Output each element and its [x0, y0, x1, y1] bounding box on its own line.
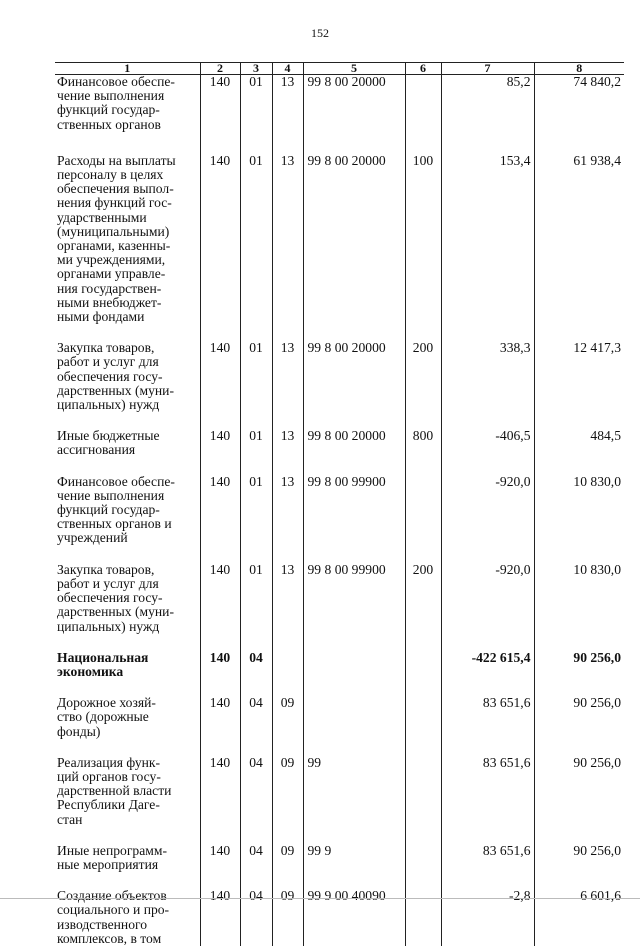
expense-type-code: [405, 696, 441, 756]
subsection-code: 09: [272, 889, 303, 946]
ministry-code: 140: [200, 475, 240, 563]
item-name: Реализация функ- ций органов госу- дарственной власти Республики Даге- стан: [55, 756, 200, 844]
subsection-code: 13: [272, 341, 303, 429]
subsection-code: 13: [272, 563, 303, 651]
amount-total: 61 938,4: [534, 154, 624, 341]
target-article-code: 99: [303, 756, 405, 844]
table-row: [55, 429, 624, 474]
table-body: [55, 75, 624, 946]
expense-type-code: [405, 75, 441, 154]
item-name: Иные непрограмм- ные мероприятия: [55, 844, 200, 889]
amount-change: -422 615,4: [441, 651, 534, 696]
item-name: Иные бюджетные ассигнования: [55, 429, 200, 474]
section-code: 04: [240, 696, 272, 756]
ministry-code: 140: [200, 844, 240, 889]
expense-type-code: [405, 844, 441, 889]
section-code: 04: [240, 651, 272, 696]
header-cell-1: 1: [55, 63, 200, 75]
expense-type-code: 200: [405, 341, 441, 429]
section-code: 01: [240, 75, 272, 154]
section-code: 01: [240, 429, 272, 474]
ministry-code: 140: [200, 341, 240, 429]
amount-change: 338,3: [441, 341, 534, 429]
header-cell-8: 8: [534, 63, 624, 75]
item-name: Закупка товаров, работ и услуг для обеспечения госу- дарственных (муни- ципальных) нужд: [55, 341, 200, 429]
budget-table: [55, 62, 624, 946]
amount-total: 484,5: [534, 429, 624, 474]
amount-total: 90 256,0: [534, 844, 624, 889]
ministry-code: 140: [200, 889, 240, 946]
amount-change: 83 651,6: [441, 756, 534, 844]
page-number: 152: [311, 26, 329, 40]
item-name: Финансовое обеспе- чение выполнения функций государ- ственных органов и учреждений: [55, 475, 200, 563]
amount-total: 90 256,0: [534, 651, 624, 696]
item-name: Дорожное хозяй- ство (дорожные фонды): [55, 696, 200, 756]
amount-total: 90 256,0: [534, 696, 624, 756]
amount-change: 83 651,6: [441, 844, 534, 889]
item-name: Национальная экономика: [55, 651, 200, 696]
expense-type-code: [405, 475, 441, 563]
budget-table-container: [55, 62, 624, 946]
table-row: [55, 475, 624, 563]
expense-type-code: 200: [405, 563, 441, 651]
header-cell-3: 3: [240, 63, 272, 75]
subsection-code: 13: [272, 429, 303, 474]
item-name: Финансовое обеспе- чение выполнения функций государ- ственных органов: [55, 75, 200, 154]
amount-change: 85,2: [441, 75, 534, 154]
header-cell-6: 6: [405, 63, 441, 75]
ministry-code: 140: [200, 563, 240, 651]
target-article-code: 99 8 00 20000: [303, 341, 405, 429]
page-bottom-edge: [0, 898, 640, 899]
amount-change: -920,0: [441, 563, 534, 651]
section-code: 04: [240, 889, 272, 946]
table-header-row: [55, 63, 624, 75]
ministry-code: 140: [200, 154, 240, 341]
amount-change: 153,4: [441, 154, 534, 341]
target-article-code: 99 8 00 20000: [303, 75, 405, 154]
section-code: 01: [240, 154, 272, 341]
ministry-code: 140: [200, 696, 240, 756]
ministry-code: 140: [200, 75, 240, 154]
item-name: Создание объектов социального и про- изводственного комплексов, в том: [55, 889, 200, 946]
section-code: 04: [240, 844, 272, 889]
amount-total: 12 417,3: [534, 341, 624, 429]
item-name: Расходы на выплаты персоналу в целях обеспечения выпол- нения функций гос- ударственными (муниципальными) органами, казенны- ми учреждениями, органами управле- ния государствен- ными внебюджет- ными фондами: [55, 154, 200, 341]
subsection-code: 13: [272, 75, 303, 154]
target-article-code: 99 8 00 20000: [303, 429, 405, 474]
subsection-code: 09: [272, 696, 303, 756]
amount-total: 74 840,2: [534, 75, 624, 154]
target-article-code: 99 9 00 40090: [303, 889, 405, 946]
amount-total: 6 601,6: [534, 889, 624, 946]
table-row: [55, 696, 624, 756]
table-row: [55, 651, 624, 696]
subsection-code: 13: [272, 475, 303, 563]
header-cell-2: 2: [200, 63, 240, 75]
ministry-code: 140: [200, 651, 240, 696]
amount-change: -406,5: [441, 429, 534, 474]
subsection-code: 09: [272, 844, 303, 889]
subsection-code: 09: [272, 756, 303, 844]
amount-change: 83 651,6: [441, 696, 534, 756]
target-article-code: 99 8 00 99900: [303, 475, 405, 563]
header-cell-7: 7: [441, 63, 534, 75]
section-code: 04: [240, 756, 272, 844]
section-code: 01: [240, 341, 272, 429]
section-code: 01: [240, 563, 272, 651]
table-row: [55, 75, 624, 154]
target-article-code: 99 9: [303, 844, 405, 889]
expense-type-code: [405, 756, 441, 844]
expense-type-code: 100: [405, 154, 441, 341]
table-row: [55, 563, 624, 651]
ministry-code: 140: [200, 429, 240, 474]
ministry-code: 140: [200, 756, 240, 844]
amount-change: -2,8: [441, 889, 534, 946]
expense-type-code: 800: [405, 429, 441, 474]
header-cell-5: 5: [303, 63, 405, 75]
target-article-code: 99 8 00 99900: [303, 563, 405, 651]
target-article-code: 99 8 00 20000: [303, 154, 405, 341]
item-name: Закупка товаров, работ и услуг для обеспечения госу- дарственных (муни- ципальных) нужд: [55, 563, 200, 651]
subsection-code: [272, 651, 303, 696]
amount-change: -920,0: [441, 475, 534, 563]
target-article-code: [303, 651, 405, 696]
table-row: [55, 844, 624, 889]
amount-total: 10 830,0: [534, 475, 624, 563]
table-row: [55, 154, 624, 341]
table-row: [55, 341, 624, 429]
subsection-code: 13: [272, 154, 303, 341]
expense-type-code: [405, 651, 441, 696]
amount-total: 10 830,0: [534, 563, 624, 651]
target-article-code: [303, 696, 405, 756]
section-code: 01: [240, 475, 272, 563]
amount-total: 90 256,0: [534, 756, 624, 844]
header-cell-4: 4: [272, 63, 303, 75]
table-row: [55, 756, 624, 844]
